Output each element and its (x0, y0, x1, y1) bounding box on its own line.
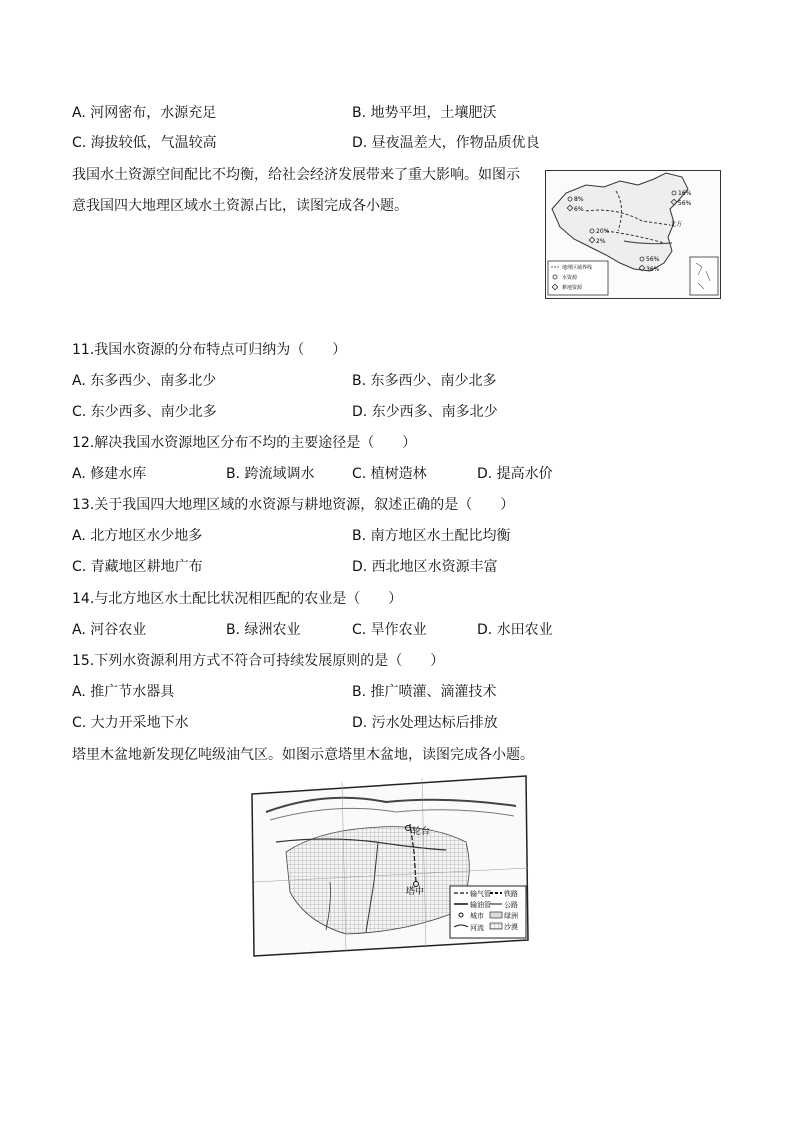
label-56pct-south: 56% (646, 256, 660, 263)
legend-oasis-swatch (490, 912, 502, 918)
city-tazhong-label: 塔中 (406, 887, 425, 897)
label-north-region: 北方 (670, 221, 683, 228)
label-20pct: 20% (596, 228, 610, 235)
q12-option-c: C. 植树造林 (352, 466, 427, 482)
legend-road-label: 公路 (504, 901, 518, 909)
label-56pct-north: 56% (678, 200, 692, 207)
q15-option-d: D. 污水处理达标后排放 (352, 715, 498, 731)
q12-option-d: D. 提高水价 (477, 466, 553, 482)
intro1-line2: 意我国四大地理区域水土资源占比，读图完成各小题。 (72, 198, 408, 214)
q14-option-b: B. 绿洲农业 (226, 622, 301, 638)
tarim-basin-map (246, 772, 532, 958)
q11-option-a: A. 东多西少、南多北少 (72, 373, 217, 389)
q15-stem: 15.下列水资源利用方式不符合可持续发展原则的是（ ） (72, 653, 445, 669)
q12-option-b: B. 跨流域调水 (226, 466, 315, 482)
label-6pct: 6% (574, 206, 584, 213)
legend-boundary-label: 地理区域界线 (562, 265, 593, 271)
q15-option-a: A. 推广节水器具 (72, 684, 175, 700)
q14-option-c: C. 旱作农业 (352, 622, 427, 638)
q10-option-b: B. 地势平坦，土壤肥沃 (352, 105, 497, 121)
q11-option-c: C. 东少西多、南少北多 (72, 404, 217, 420)
q14-stem: 14.与北方地区水土配比状况相匹配的农业是（ ） (72, 591, 403, 607)
q12-stem: 12.解决我国水资源地区分布不均的主要途径是（ ） (72, 435, 417, 451)
q13-option-a: A. 北方地区水少地多 (72, 528, 203, 544)
legend-city-label: 城市 (470, 912, 484, 920)
legend-desert-swatch (490, 923, 502, 929)
q14-option-d: D. 水田农业 (477, 622, 553, 638)
city-luntai-label: 轮台 (412, 827, 431, 837)
q13-option-b: B. 南方地区水土配比均衡 (352, 528, 511, 544)
q14-option-a: A. 河谷农业 (72, 622, 147, 638)
q13-option-d: D. 西北地区水资源丰富 (352, 559, 498, 575)
label-8pct: 8% (574, 196, 584, 203)
legend-oil-label: 输油管 (470, 901, 491, 909)
legend-river-label: 河流 (470, 924, 484, 932)
q10-option-d: D. 昼夜温差大，作物品质优良 (352, 135, 540, 151)
legend-oasis-label: 绿洲 (504, 912, 518, 920)
q13-stem: 13.关于我国四大地理区域的水资源与耕地资源，叙述正确的是（ ） (72, 497, 515, 513)
label-16pct: 16% (678, 190, 692, 197)
label-2pct: 2% (596, 238, 606, 245)
q11-option-d: D. 东少西多、南多北少 (352, 404, 498, 420)
q12-option-a: A. 修建水库 (72, 466, 147, 482)
legend-rail-label: 铁路 (504, 890, 518, 898)
q15-option-c: C. 大力开采地下水 (72, 715, 189, 731)
legend-water-label: 水资源 (562, 275, 578, 281)
q10-option-a: A. 河网密布，水源充足 (72, 105, 217, 121)
q13-option-c: C. 青藏地区耕地广布 (72, 559, 203, 575)
q10-option-c: C. 海拔较低，气温较高 (72, 135, 217, 151)
china-water-land-map (545, 170, 721, 299)
q15-option-b: B. 推广喷灌、滴灌技术 (352, 684, 497, 700)
legend-desert-label: 沙漠 (504, 923, 518, 931)
label-36pct: 36% (646, 266, 660, 273)
q11-stem: 11.我国水资源的分布特点可归纳为（ ） (72, 342, 347, 358)
south-sea-inset (690, 257, 718, 295)
intro1-line1: 我国水土资源空间配比不均衡，给社会经济发展带来了重大影响。如图示 (72, 167, 520, 183)
legend-gas-label: 输气管 (470, 890, 491, 898)
intro2-text: 塔里木盆地新发现亿吨级油气区。如图示意塔里木盆地，读图完成各小题。 (72, 747, 534, 763)
legend-land-label: 耕地资源 (562, 285, 583, 291)
q11-option-b: B. 东多西少、南少北多 (352, 373, 497, 389)
